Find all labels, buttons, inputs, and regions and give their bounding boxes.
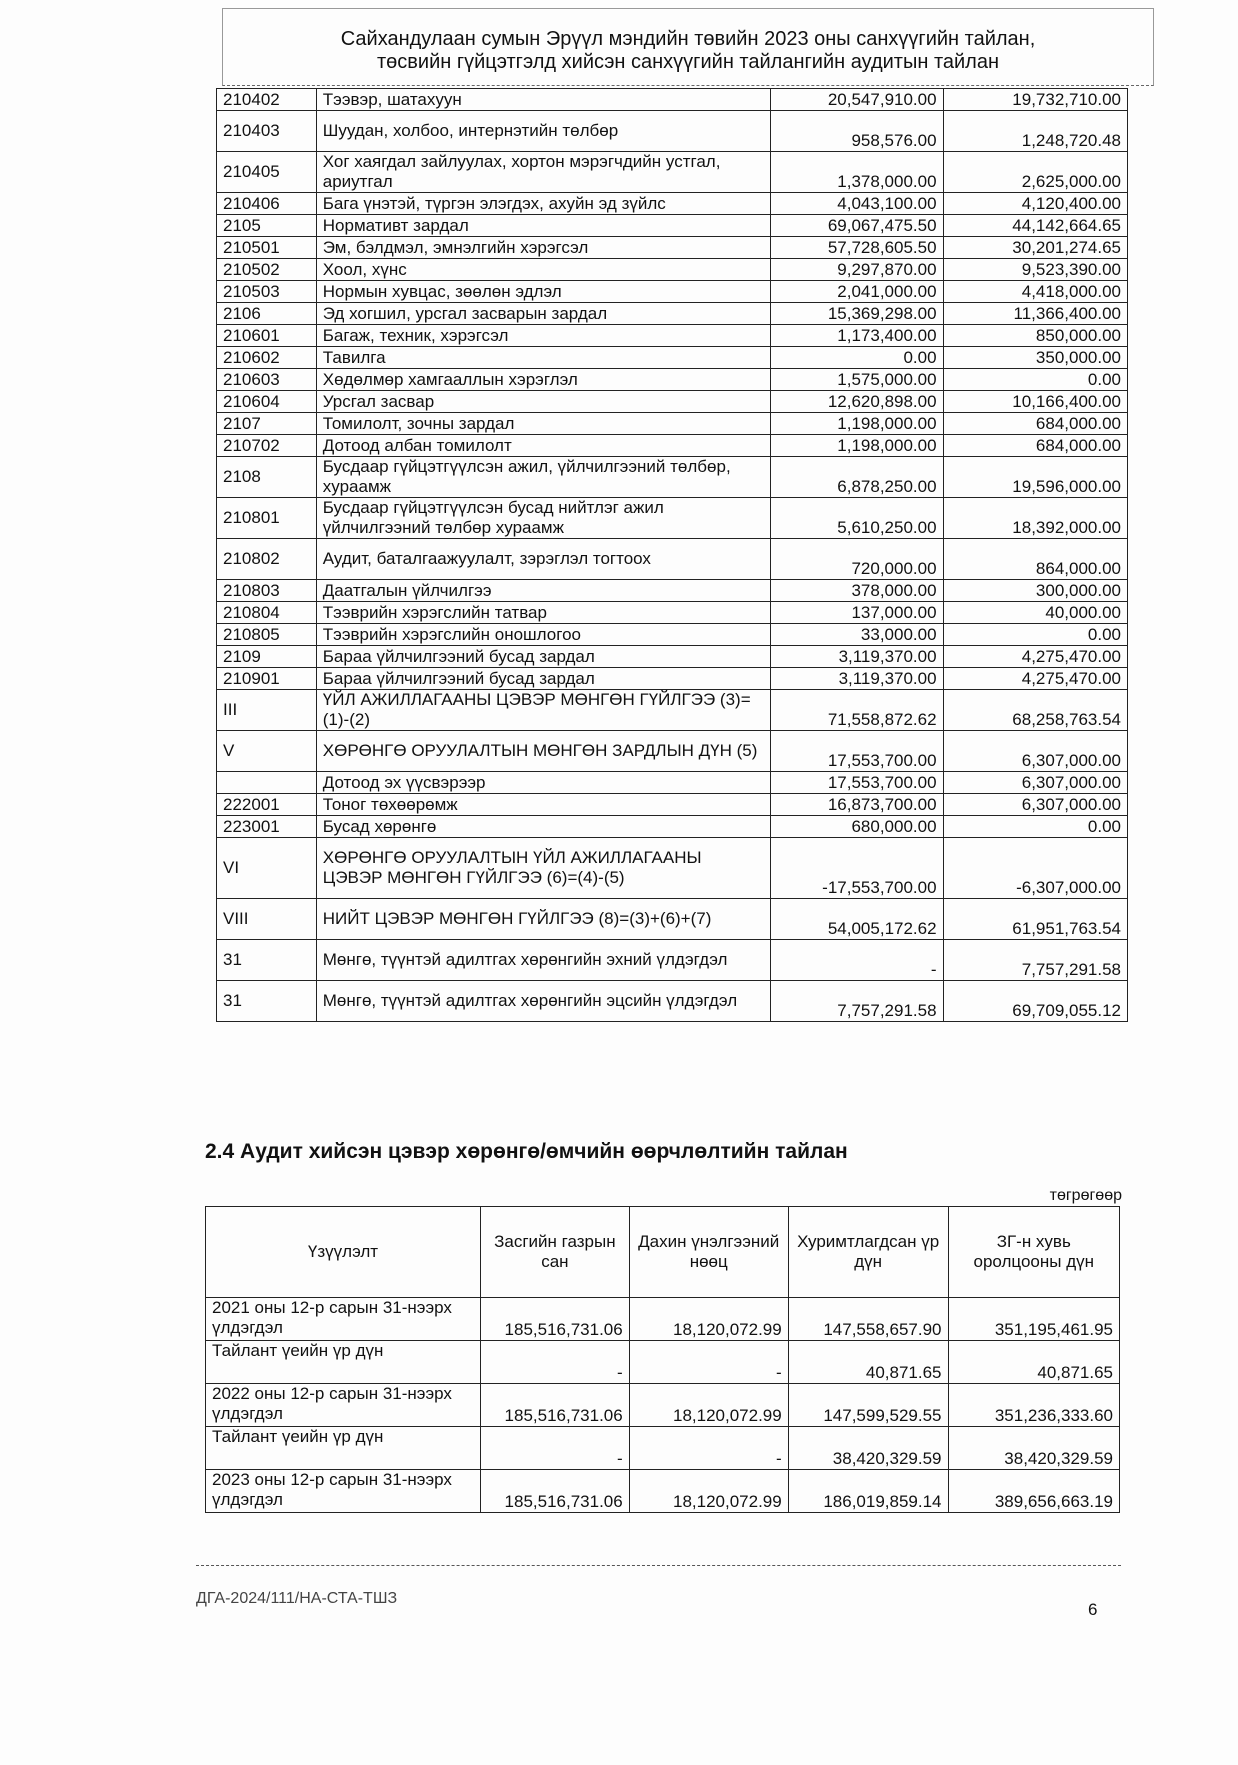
row-value-curr: 6,307,000.00 (943, 731, 1127, 772)
row-value-prev: - (771, 940, 943, 981)
table-row (217, 838, 1128, 899)
row-value-prev: 2,041,000.00 (771, 281, 943, 303)
table-row (217, 111, 1128, 152)
col-header-indicator: Үзүүлэлт (206, 1207, 481, 1298)
row-code: VI (217, 838, 317, 899)
footer-divider (196, 1565, 1121, 1566)
row-value-prev: 17,553,700.00 (771, 731, 943, 772)
cell-revaluation-reserve: 18,120,072.99 (629, 1384, 788, 1427)
table-row (217, 794, 1128, 816)
row-value-prev: 137,000.00 (771, 602, 943, 624)
table-row (217, 281, 1128, 303)
row-code: 2105 (217, 215, 317, 237)
cell-govt-share-total: 351,236,333.60 (948, 1384, 1119, 1427)
cashflow-table-body (217, 89, 1128, 1022)
table-row (217, 303, 1128, 325)
cell-revaluation-reserve: - (629, 1341, 788, 1384)
cell-revaluation-reserve: 18,120,072.99 (629, 1298, 788, 1341)
row-code: 31 (217, 940, 317, 981)
row-name: Мөнгө, түүнтэй адилтгах хөрөнгийн эхний үлдэгдэл (316, 940, 770, 981)
document-code: ДГА-2024/111/НА-СТА-ТШЗ (196, 1590, 398, 1607)
row-code: III (217, 690, 317, 731)
row-code: 210503 (217, 281, 317, 303)
table-row (217, 193, 1128, 215)
row-label: Тайлант үеийн үр дүн (206, 1427, 481, 1470)
section-title: 2.4 Аудит хийсэн цэвэр хөрөнгө/өмчийн өөрчлөлтийн тайлан (205, 1140, 848, 1163)
row-value-curr: -6,307,000.00 (943, 838, 1127, 899)
row-value-curr: 10,166,400.00 (943, 391, 1127, 413)
row-value-curr: 7,757,291.58 (943, 940, 1127, 981)
cell-accumulated-result: 147,599,529.55 (788, 1384, 948, 1427)
row-value-curr: 6,307,000.00 (943, 794, 1127, 816)
row-value-curr: 4,418,000.00 (943, 281, 1127, 303)
row-value-prev: 69,067,475.50 (771, 215, 943, 237)
row-code: 210406 (217, 193, 317, 215)
cell-accumulated-result: 40,871.65 (788, 1341, 948, 1384)
row-value-prev: 4,043,100.00 (771, 193, 943, 215)
row-code: 210603 (217, 369, 317, 391)
row-code: 210602 (217, 347, 317, 369)
cell-govt-share-total: 351,195,461.95 (948, 1298, 1119, 1341)
table-row (217, 237, 1128, 259)
row-name: Тавилга (316, 347, 770, 369)
table-row (217, 731, 1128, 772)
table-row (217, 413, 1128, 435)
row-code: 2107 (217, 413, 317, 435)
table-row (217, 457, 1128, 498)
row-value-prev: 12,620,898.00 (771, 391, 943, 413)
cell-govt-share-total: 38,420,329.59 (948, 1427, 1119, 1470)
row-value-prev: 54,005,172.62 (771, 899, 943, 940)
row-name: Нормативт зардал (316, 215, 770, 237)
cashflow-table (216, 88, 1128, 1022)
col-header-govt-share-total: ЗГ-н хувь оролцооны дүн (948, 1207, 1119, 1298)
row-value-curr: 19,596,000.00 (943, 457, 1127, 498)
row-code: 210402 (217, 89, 317, 111)
row-value-curr: 864,000.00 (943, 539, 1127, 580)
row-value-prev: 378,000.00 (771, 580, 943, 602)
row-name: Урсгал засвар (316, 391, 770, 413)
row-value-curr: 44,142,664.65 (943, 215, 1127, 237)
row-value-prev: -17,553,700.00 (771, 838, 943, 899)
row-value-prev: 33,000.00 (771, 624, 943, 646)
row-value-curr: 300,000.00 (943, 580, 1127, 602)
table-row (217, 539, 1128, 580)
row-name: Нормын хувцас, зөөлөн эдлэл (316, 281, 770, 303)
table-row (217, 369, 1128, 391)
cell-govt-fund: 185,516,731.06 (481, 1298, 630, 1341)
row-code (217, 772, 317, 794)
row-code: V (217, 731, 317, 772)
row-value-curr: 30,201,274.65 (943, 237, 1127, 259)
row-value-prev: 958,576.00 (771, 111, 943, 152)
row-name: ҮЙЛ АЖИЛЛАГААНЫ ЦЭВЭР МӨНГӨН ГҮЙЛГЭЭ (3)=(1)-(2) (316, 690, 770, 731)
cell-accumulated-result: 38,420,329.59 (788, 1427, 948, 1470)
table-row (206, 1298, 1120, 1341)
cell-govt-share-total: 389,656,663.19 (948, 1470, 1119, 1513)
row-value-prev: 5,610,250.00 (771, 498, 943, 539)
table-row (217, 152, 1128, 193)
row-value-curr: 2,625,000.00 (943, 152, 1127, 193)
row-value-prev: 720,000.00 (771, 539, 943, 580)
row-value-curr: 68,258,763.54 (943, 690, 1127, 731)
table-row (206, 1384, 1120, 1427)
row-code: 223001 (217, 816, 317, 838)
row-value-curr: 0.00 (943, 369, 1127, 391)
table-row (217, 624, 1128, 646)
row-value-prev: 1,198,000.00 (771, 435, 943, 457)
row-code: 210803 (217, 580, 317, 602)
row-value-curr: 40,000.00 (943, 602, 1127, 624)
row-name: НИЙТ ЦЭВЭР МӨНГӨН ГҮЙЛГЭЭ (8)=(3)+(6)+(7) (316, 899, 770, 940)
row-name: Тоног төхөөрөмж (316, 794, 770, 816)
row-name: Шуудан, холбоо, интернэтийн төлбөр (316, 111, 770, 152)
row-code: 210901 (217, 668, 317, 690)
table-row (217, 347, 1128, 369)
row-name: Бусдаар гүйцэтгүүлсэн ажил, үйлчилгээний төлбөр, хураамж (316, 457, 770, 498)
row-code: 210601 (217, 325, 317, 347)
table-row (217, 940, 1128, 981)
row-code: 210502 (217, 259, 317, 281)
row-value-prev: 20,547,910.00 (771, 89, 943, 111)
row-value-prev: 3,119,370.00 (771, 668, 943, 690)
table-row (206, 1427, 1120, 1470)
row-name: Хоол, хүнс (316, 259, 770, 281)
row-name: Хог хаягдал зайлуулах, хортон мэрэгчдийн устгал, ариутгал (316, 152, 770, 193)
row-code: 31 (217, 981, 317, 1022)
table-row (217, 899, 1128, 940)
row-name: Тээврийн хэрэгслийн оношлогоо (316, 624, 770, 646)
table-row (217, 981, 1128, 1022)
row-value-prev: 9,297,870.00 (771, 259, 943, 281)
row-value-curr: 850,000.00 (943, 325, 1127, 347)
currency-unit: төгрөгөөр (1049, 1187, 1122, 1204)
cell-accumulated-result: 186,019,859.14 (788, 1470, 948, 1513)
table-row (206, 1470, 1120, 1513)
row-value-curr: 6,307,000.00 (943, 772, 1127, 794)
row-name: Тээвэр, шатахуун (316, 89, 770, 111)
row-name: Дотоод эх үүсвэрээр (316, 772, 770, 794)
table-row (217, 325, 1128, 347)
table-row (217, 259, 1128, 281)
table-row (217, 646, 1128, 668)
table-row (217, 89, 1128, 111)
row-name: Дотоод албан томилолт (316, 435, 770, 457)
row-value-curr: 4,120,400.00 (943, 193, 1127, 215)
row-value-curr: 11,366,400.00 (943, 303, 1127, 325)
table-row (217, 668, 1128, 690)
row-code: 210501 (217, 237, 317, 259)
table-row (217, 215, 1128, 237)
row-value-curr: 350,000.00 (943, 347, 1127, 369)
row-value-curr: 4,275,470.00 (943, 668, 1127, 690)
page-number: 6 (1088, 1600, 1098, 1619)
table-row (206, 1341, 1120, 1384)
row-name: Эм, бэлдмэл, эмнэлгийн хэрэгсэл (316, 237, 770, 259)
table-row (217, 435, 1128, 457)
row-name: Бусдаар гүйцэтгүүлсэн бусад нийтлэг ажил үйлчилгээний төлбөр хураамж (316, 498, 770, 539)
row-code: 210604 (217, 391, 317, 413)
cell-revaluation-reserve: 18,120,072.99 (629, 1470, 788, 1513)
row-value-prev: 3,119,370.00 (771, 646, 943, 668)
row-value-curr: 684,000.00 (943, 413, 1127, 435)
row-value-curr: 0.00 (943, 816, 1127, 838)
row-value-curr: 18,392,000.00 (943, 498, 1127, 539)
table-row (217, 498, 1128, 539)
col-header-accumulated-result: Хуримтлагдсан үр дүн (788, 1207, 948, 1298)
row-code: 2108 (217, 457, 317, 498)
row-value-prev: 57,728,605.50 (771, 237, 943, 259)
col-header-revaluation-reserve: Дахин үнэлгээний нөөц (629, 1207, 788, 1298)
cell-revaluation-reserve: - (629, 1427, 788, 1470)
row-value-curr: 4,275,470.00 (943, 646, 1127, 668)
table-row (217, 690, 1128, 731)
row-value-prev: 16,873,700.00 (771, 794, 943, 816)
row-name: Багаж, техник, хэрэгсэл (316, 325, 770, 347)
row-name: Бага үнэтэй, түргэн элэгдэх, ахуйн эд зүйлс (316, 193, 770, 215)
row-value-prev: 1,575,000.00 (771, 369, 943, 391)
row-code: 210403 (217, 111, 317, 152)
row-label: Тайлант үеийн үр дүн (206, 1341, 481, 1384)
row-value-curr: 19,732,710.00 (943, 89, 1127, 111)
row-name: Мөнгө, түүнтэй адилтгах хөрөнгийн эцсийн үлдэгдэл (316, 981, 770, 1022)
report-header (222, 8, 1154, 86)
row-label: 2022 оны 12-р сарын 31-нээрх үлдэгдэл (206, 1384, 481, 1427)
row-code: 210801 (217, 498, 317, 539)
row-code: 2106 (217, 303, 317, 325)
row-name: Бараа үйлчилгээний бусад зардал (316, 668, 770, 690)
row-code: VIII (217, 899, 317, 940)
cell-govt-fund: - (481, 1427, 630, 1470)
row-value-prev: 1,378,000.00 (771, 152, 943, 193)
row-value-curr: 69,709,055.12 (943, 981, 1127, 1022)
row-value-prev: 6,878,250.00 (771, 457, 943, 498)
row-name: Даатгалын үйлчилгээ (316, 580, 770, 602)
equity-table-body (206, 1298, 1120, 1513)
row-label: 2023 оны 12-р сарын 31-нээрх үлдэгдэл (206, 1470, 481, 1513)
equity-change-table (205, 1206, 1120, 1513)
row-value-prev: 15,369,298.00 (771, 303, 943, 325)
row-code: 210802 (217, 539, 317, 580)
equity-header-row (206, 1207, 1120, 1298)
row-name: ХӨРӨНГӨ ОРУУЛАЛТЫН МӨНГӨН ЗАРДЛЫН ДҮН (5) (316, 731, 770, 772)
row-value-prev: 680,000.00 (771, 816, 943, 838)
row-value-prev: 1,173,400.00 (771, 325, 943, 347)
cell-govt-share-total: 40,871.65 (948, 1341, 1119, 1384)
cell-govt-fund: 185,516,731.06 (481, 1384, 630, 1427)
row-label: 2021 оны 12-р сарын 31-нээрх үлдэгдэл (206, 1298, 481, 1341)
row-name: Тээврийн хэрэгслийн татвар (316, 602, 770, 624)
table-row (217, 772, 1128, 794)
col-header-govt-fund: Засгийн газрын сан (481, 1207, 630, 1298)
row-name: Аудит, баталгаажуулалт, зэрэглэл тогтоох (316, 539, 770, 580)
row-code: 210805 (217, 624, 317, 646)
row-value-prev: 0.00 (771, 347, 943, 369)
row-value-prev: 7,757,291.58 (771, 981, 943, 1022)
row-code: 210804 (217, 602, 317, 624)
row-value-prev: 1,198,000.00 (771, 413, 943, 435)
report-title-line2: төсвийн гүйцэтгэлд хийсэн санхүүгийн тайлангийн аудитын тайлан (376, 51, 1000, 73)
table-row (217, 602, 1128, 624)
cell-govt-fund: - (481, 1341, 630, 1384)
row-value-curr: 61,951,763.54 (943, 899, 1127, 940)
row-name: Бусад хөрөнгө (316, 816, 770, 838)
row-value-prev: 17,553,700.00 (771, 772, 943, 794)
row-value-curr: 9,523,390.00 (943, 259, 1127, 281)
row-value-curr: 1,248,720.48 (943, 111, 1127, 152)
cell-govt-fund: 185,516,731.06 (481, 1470, 630, 1513)
report-title-line1: Сайхандулаан сумын Эрүүл мэндийн төвийн 2023 оны санхүүгийн тайлан, (340, 28, 1036, 50)
row-value-curr: 0.00 (943, 624, 1127, 646)
table-row (217, 816, 1128, 838)
row-name: ХӨРӨНГӨ ОРУУЛАЛТЫН ҮЙЛ АЖИЛЛАГААНЫ ЦЭВЭР МӨНГӨН ГҮЙЛГЭЭ (6)=(4)-(5) (316, 838, 770, 899)
row-code: 210405 (217, 152, 317, 193)
row-name: Бараа үйлчилгээний бусад зардал (316, 646, 770, 668)
row-code: 2109 (217, 646, 317, 668)
table-row (217, 580, 1128, 602)
row-name: Томилолт, зочны зардал (316, 413, 770, 435)
row-name: Эд хогшил, урсгал засварын зардал (316, 303, 770, 325)
row-code: 210702 (217, 435, 317, 457)
row-value-curr: 684,000.00 (943, 435, 1127, 457)
row-code: 222001 (217, 794, 317, 816)
table-row (217, 391, 1128, 413)
cell-accumulated-result: 147,558,657.90 (788, 1298, 948, 1341)
row-value-prev: 71,558,872.62 (771, 690, 943, 731)
row-name: Хөдөлмөр хамгааллын хэрэглэл (316, 369, 770, 391)
